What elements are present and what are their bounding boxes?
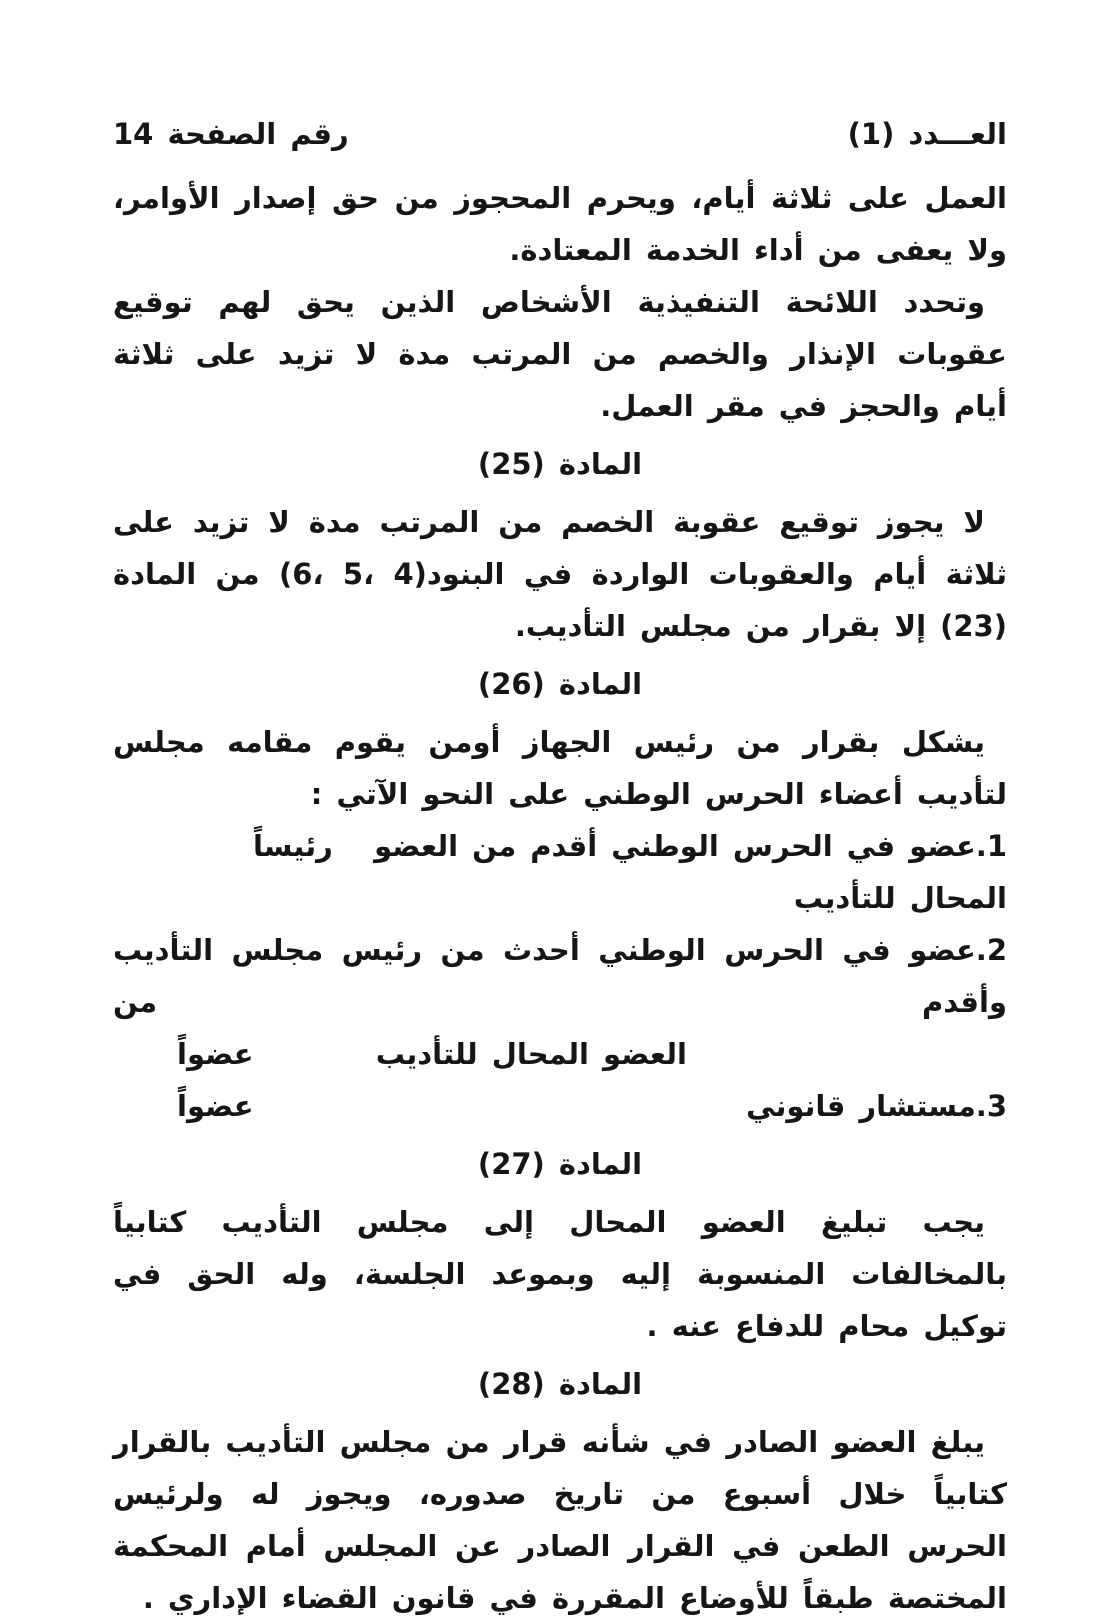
council-composition-list <box>113 820 1007 1132</box>
member-role-label: رئيساً <box>253 829 333 863</box>
article-27-heading: المادة (27) <box>477 1147 643 1181</box>
list-item-text: 2.عضو في الحرس الوطني أحدث من رئيس مجلس التأديب وأقدم من <box>113 933 1007 1019</box>
list-item-text: 1.عضو في الحرس الوطني أقدم من العضو المحال للتأديب <box>374 829 1007 915</box>
list-item-chairman <box>113 820 1007 924</box>
executive-regulation-paragraph: وتحدد اللائحة التنفيذية الأشخاص الذين يحق لهم توقيع عقوبات الإنذار والخصم من المرتب مدة لا تزيد على ثلاثة أيام والحجز في مقر العمل. <box>113 285 1007 423</box>
continuation-paragraph: العمل على ثلاثة أيام، ويحرم المحجوز من حق إصدار الأوامر، ولا يعفى من أداء الخدمة المعتادة. <box>113 181 1007 267</box>
article-28-heading: المادة (28) <box>477 1367 643 1401</box>
list-item-member-line1 <box>113 924 1007 1028</box>
issue-number-label: العـــدد (1) <box>847 117 1007 151</box>
member-role-label: عضواً <box>177 1089 254 1123</box>
article-28-body: يبلغ العضو الصادر في شأنه قرار من مجلس التأديب بالقرار كتابياً خلال أسبوع من تاريخ صدوره، ويجوز له ولرئيس الحرس الطعن في القرار الصادر عن المجلس أمام المحكمة المختصة طبقاً للأوضاع المقررة في قانون القضاء الإداري . <box>113 1425 1007 1615</box>
article-27-body: يجب تبليغ العضو المحال إلى مجلس التأديب كتابياً بالمخالفات المنسوبة إليه وبموعد الجلسة، وله الحق في توكيل محام للدفاع عنه . <box>113 1205 1007 1343</box>
article-25-body: لا يجوز توقيع عقوبة الخصم من المرتب مدة لا تزيد على ثلاثة أيام والعقوبات الواردة في البنود(4 ،5 ،6) من المادة (23) إلا بقرار من مجلس التأديب. <box>113 505 1007 643</box>
article-26-heading: المادة (26) <box>477 667 643 701</box>
page-number-label: رقم الصفحة 14 <box>113 117 349 151</box>
article-25-heading: المادة (25) <box>477 447 643 481</box>
list-item-text: العضو المحال للتأديب <box>375 1037 687 1071</box>
list-item-text: 3.مستشار قانوني <box>746 1089 1007 1123</box>
page-header <box>113 108 1007 160</box>
list-item-member-line2 <box>113 1028 1007 1080</box>
member-role-label: عضواً <box>177 1037 254 1071</box>
article-26-body: يشكل بقرار من رئيس الجهاز أومن يقوم مقامه مجلس لتأديب أعضاء الحرس الوطني على النحو الآتي : <box>113 725 1007 811</box>
list-item-legal-advisor <box>113 1080 1007 1132</box>
